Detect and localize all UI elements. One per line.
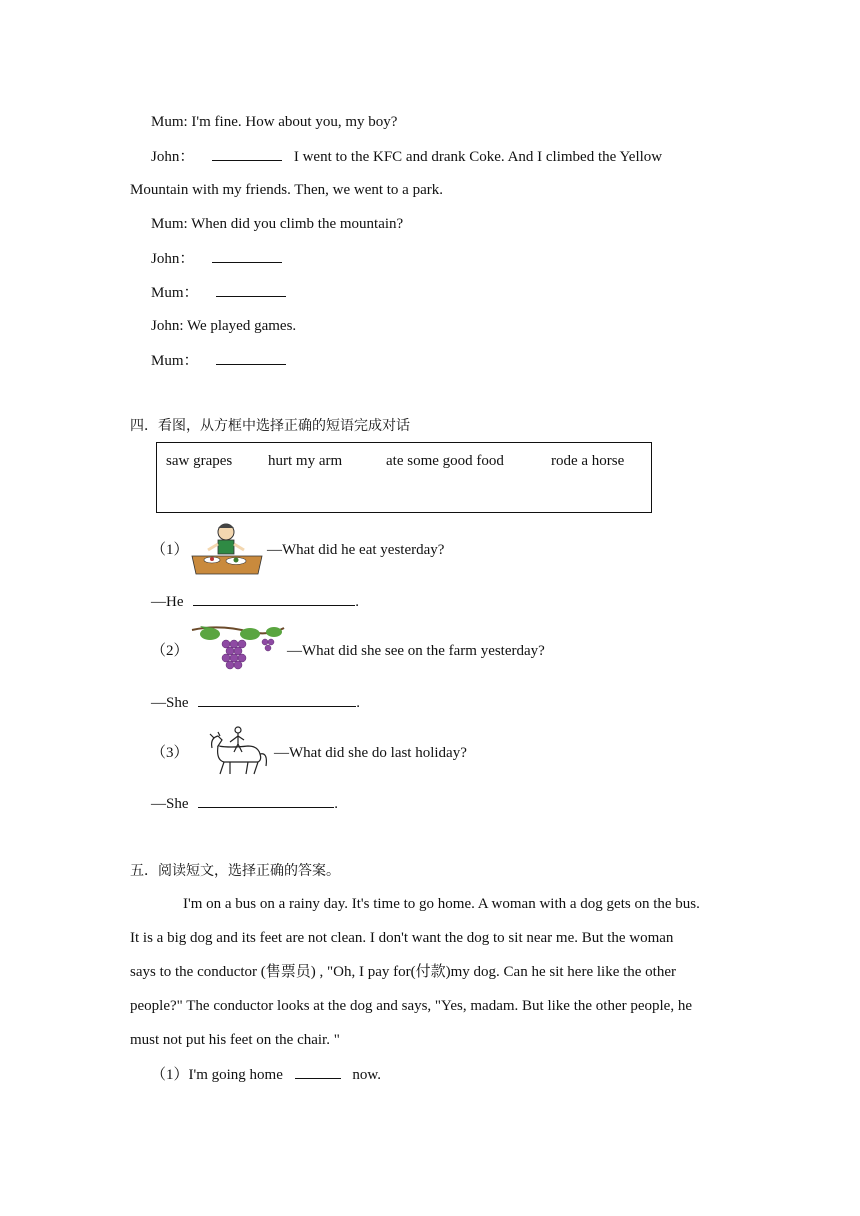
answer-blank[interactable] (216, 282, 286, 297)
dialogue-line (151, 350, 286, 371)
question-number: （2） (151, 643, 189, 659)
question-line (151, 1064, 381, 1085)
passage-line: people?" The conductor looks at the dog and says, "Yes, madam. But like the other people, he (130, 998, 692, 1014)
answer-line (151, 692, 360, 713)
grapes-picture (190, 622, 286, 676)
question-text: —What did she see on the farm yesterday? (287, 643, 545, 659)
question-text: —What did he eat yesterday? (267, 542, 445, 558)
horse-riding-picture (200, 726, 270, 778)
answer-blank[interactable] (198, 692, 356, 707)
word-bank-item: ate some good food (386, 453, 504, 469)
section-heading: 四．看图，从方框中选择正确的短语完成对话 (130, 418, 410, 434)
answer-blank[interactable] (198, 793, 334, 808)
word-bank-item: saw grapes (166, 453, 233, 469)
answer-blank[interactable] (212, 248, 282, 263)
speaker-label: Mum： (151, 285, 199, 301)
dialogue-line: Mum: I'm fine. How about you, my boy? (151, 114, 398, 130)
dialogue-line: Mum: When did you climb the mountain? (151, 216, 404, 232)
man-eating-picture (188, 520, 266, 576)
dialogue-text: I went to the KFC and drank Coke. And I climbed the Yellow (293, 149, 663, 165)
answer-blank[interactable] (193, 591, 355, 606)
dialogue-line: Mountain with my friends. Then, we went to a park. (130, 182, 443, 198)
word-bank-box (156, 442, 652, 513)
period: . (334, 796, 338, 812)
period: . (355, 594, 359, 610)
passage-line: says to the conductor (售票员) , "Oh, I pay for(付款)my dog. Can he sit here like the other (130, 964, 676, 980)
dialogue-line (151, 146, 662, 167)
question-number: （1） (151, 542, 189, 558)
speaker-label: John： (151, 251, 195, 267)
passage-line: It is a big dog and its feet are not clean. I don't want the dog to sit near me. But the woman (130, 930, 674, 946)
period: . (356, 695, 360, 711)
word-bank-item: hurt my arm (268, 453, 343, 469)
section-heading: 五．阅读短文，选择正确的答案。 (130, 863, 340, 879)
dialogue-line: John: We played games. (151, 318, 297, 334)
question-text: （1）I'm going home (151, 1067, 283, 1083)
question-number: （3） (151, 745, 189, 761)
answer-prefix: —She (151, 796, 189, 812)
speaker-label: Mum： (151, 353, 199, 369)
answer-blank[interactable] (216, 350, 286, 365)
answer-prefix: —She (151, 695, 189, 711)
answer-blank[interactable] (295, 1064, 341, 1079)
question-text: —What did she do last holiday? (274, 745, 467, 761)
answer-line (151, 793, 338, 814)
answer-prefix: —He (151, 594, 184, 610)
answer-line (151, 591, 359, 612)
passage-line: must not put his feet on the chair. " (130, 1032, 340, 1048)
answer-blank[interactable] (212, 146, 282, 161)
question-text-end: now. (352, 1067, 381, 1083)
speaker-label: John： (151, 149, 195, 165)
dialogue-line (151, 282, 286, 303)
word-bank-item: rode a horse (551, 453, 625, 469)
passage-line: I'm on a bus on a rainy day. It's time to go home. A woman with a dog gets on the bus. (183, 896, 700, 912)
dialogue-line (151, 248, 282, 269)
